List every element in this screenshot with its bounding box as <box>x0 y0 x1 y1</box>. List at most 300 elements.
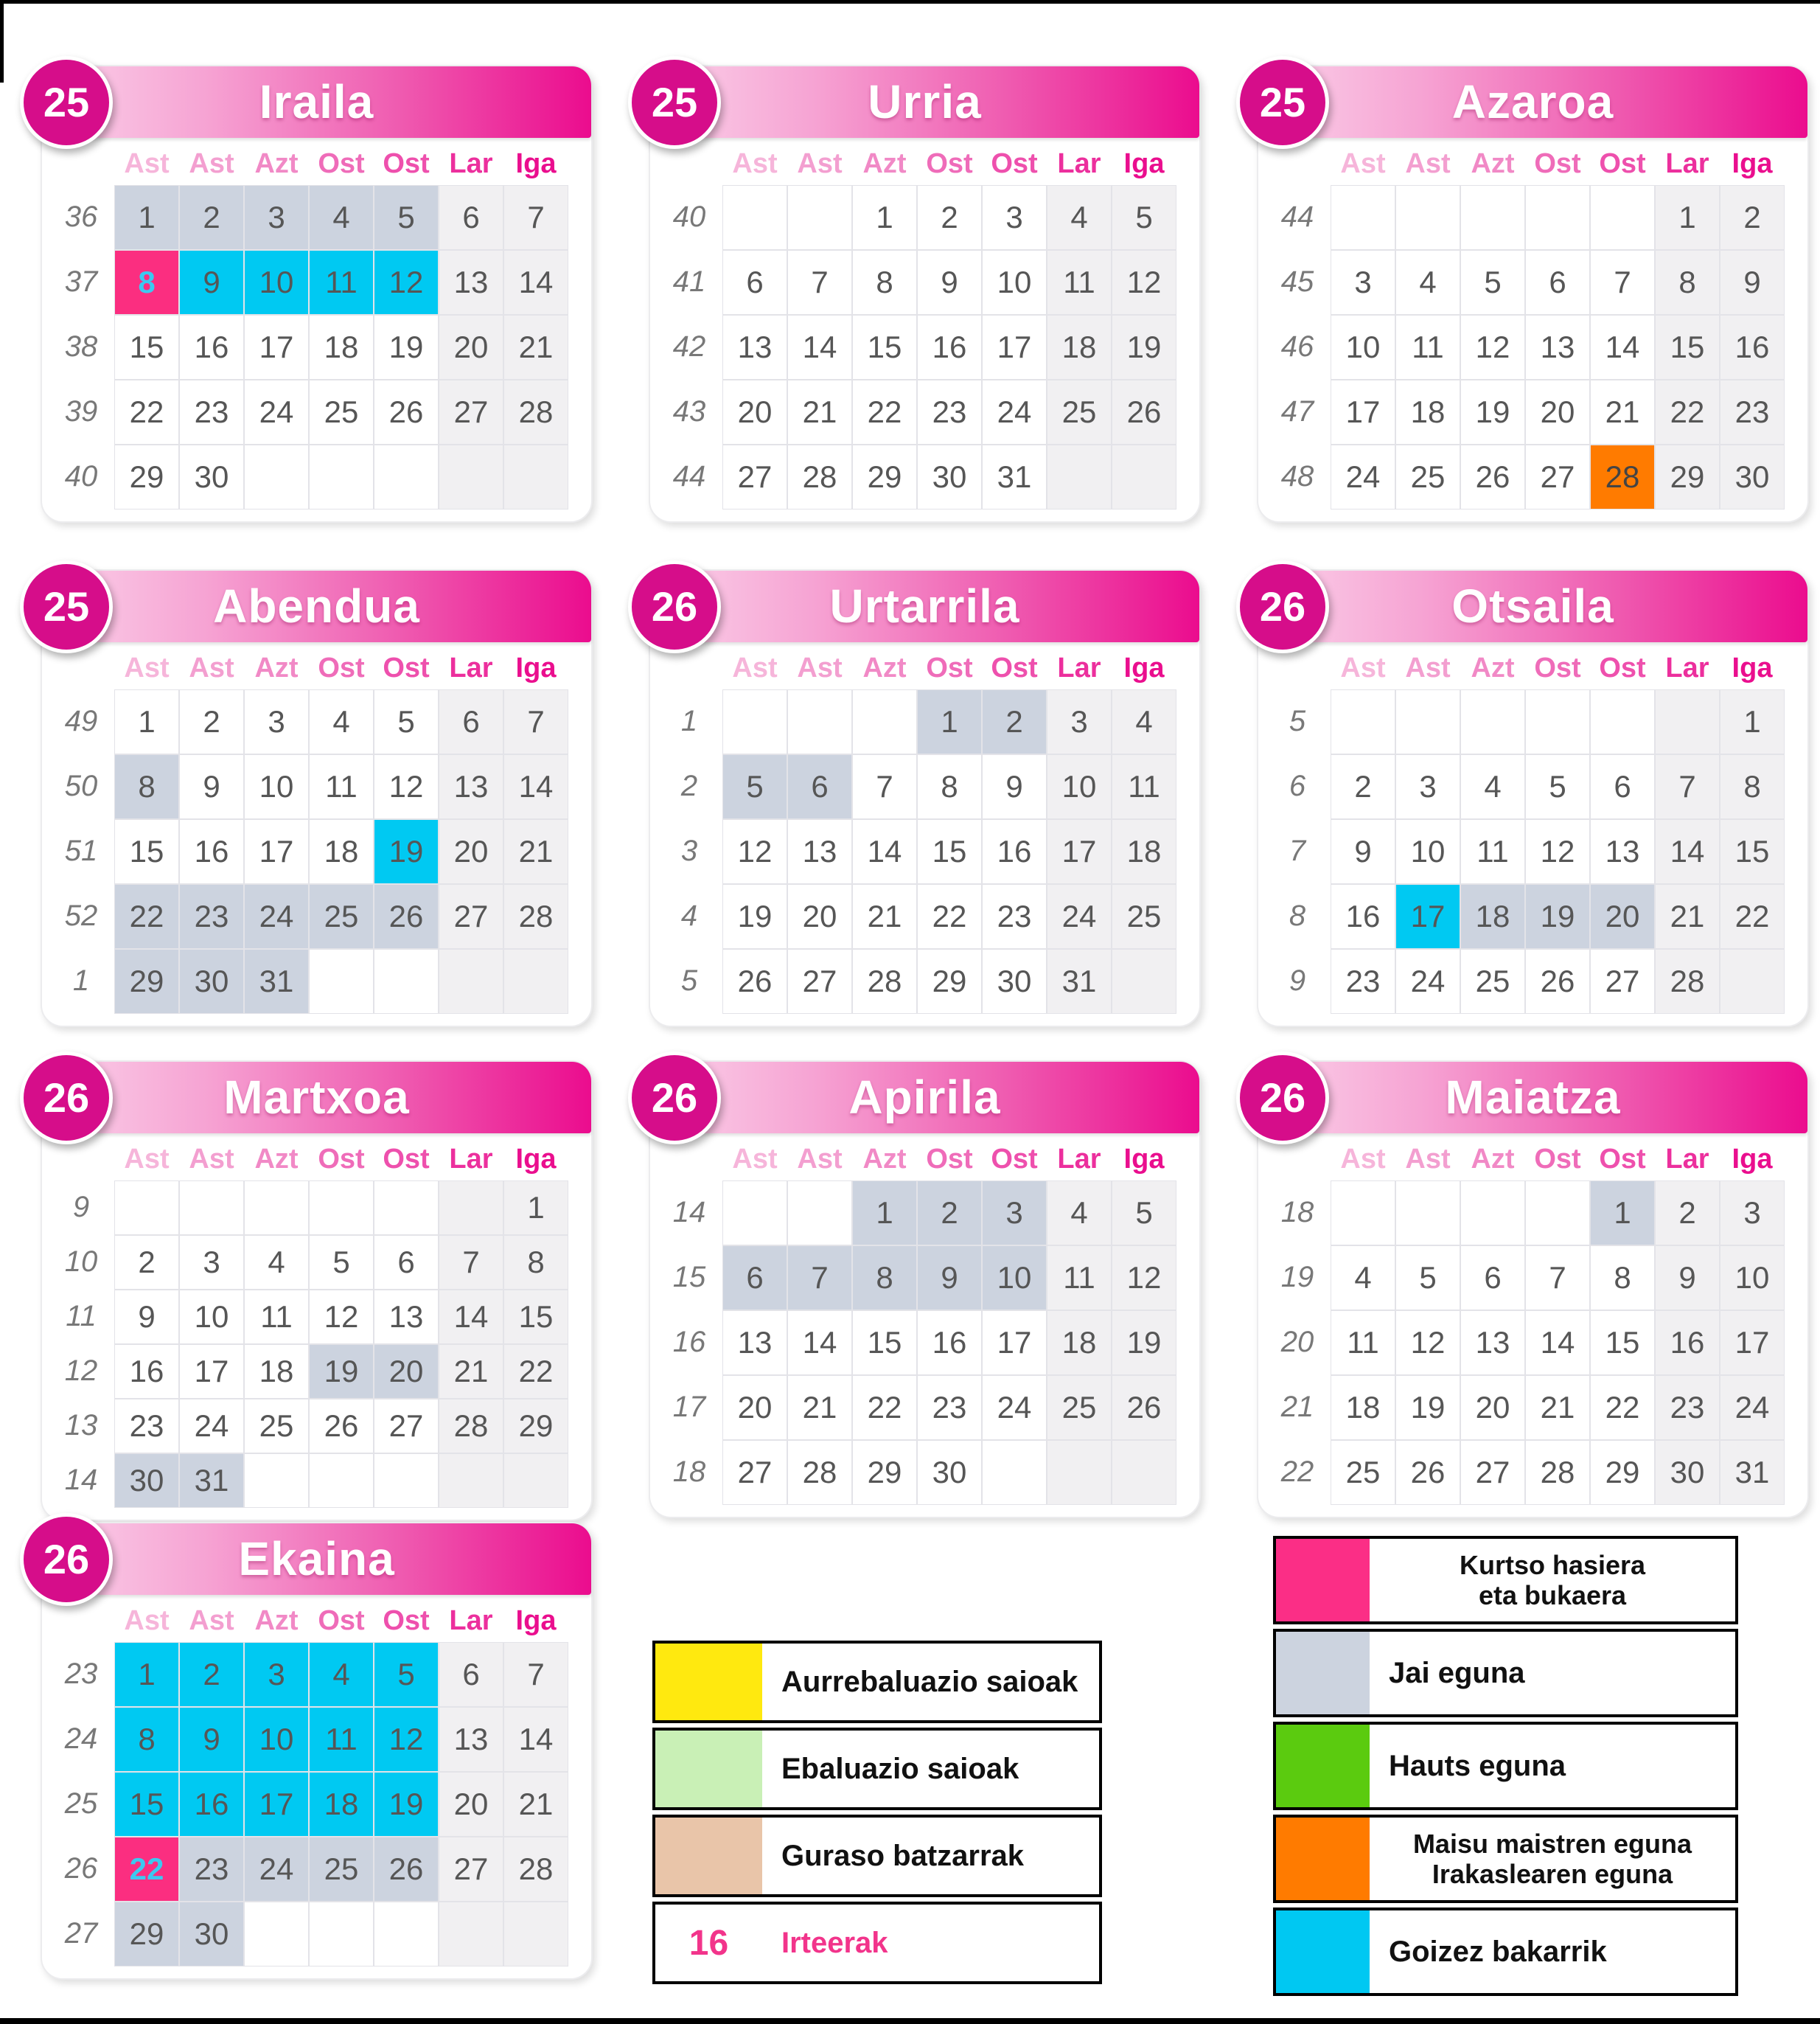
week-row <box>656 185 1199 250</box>
day-cell: 9 <box>982 754 1047 819</box>
empty-cell <box>1525 185 1590 250</box>
color-swatch <box>1276 1818 1370 1900</box>
day-header: Azt <box>862 148 907 179</box>
day-cell: 26 <box>1395 1440 1460 1505</box>
legend-item <box>1273 1629 1738 1717</box>
empty-cell <box>439 1902 503 1966</box>
day-cell: 20 <box>439 315 503 380</box>
empty-cell <box>722 185 787 250</box>
day-cell: 11 <box>1047 1245 1112 1310</box>
day-cell: 3 <box>244 185 309 250</box>
day-header: Ost <box>318 148 365 179</box>
day-cell: 3 <box>244 689 309 754</box>
day-cell: 15 <box>852 1310 917 1375</box>
legend-label-line: Irteerak <box>781 1926 888 1959</box>
day-cell: 13 <box>374 1290 439 1344</box>
day-cell: 4 <box>1460 754 1525 819</box>
day-cell: 12 <box>1395 1310 1460 1375</box>
day-header-row <box>656 142 1199 185</box>
week-number: 21 <box>1280 1391 1314 1423</box>
day-cell: 18 <box>244 1344 309 1399</box>
day-cell: 16 <box>982 819 1047 884</box>
day-cell: 1 <box>114 1642 179 1707</box>
empty-cell <box>374 1453 439 1508</box>
day-cell: 2 <box>114 1235 179 1290</box>
empty-cell <box>1655 689 1720 754</box>
day-cell: 28 <box>1655 949 1720 1014</box>
day-cell: 3 <box>1331 250 1395 315</box>
day-cell: 30 <box>179 949 244 1014</box>
day-cell: 4 <box>1331 1245 1395 1310</box>
week-number: 47 <box>1280 395 1314 428</box>
week-column-spacer <box>1264 1138 1331 1180</box>
week-row <box>48 380 591 445</box>
day-cell: 10 <box>244 1707 309 1772</box>
day-cell: 6 <box>1590 754 1655 819</box>
week-row <box>656 1310 1199 1375</box>
day-cell: 13 <box>439 754 503 819</box>
day-cell: 21 <box>503 315 568 380</box>
day-cell: 15 <box>114 1772 179 1837</box>
week-number: 24 <box>64 1722 98 1755</box>
day-cell: 7 <box>787 250 852 315</box>
week-number: 14 <box>672 1196 706 1228</box>
day-cell: 29 <box>114 445 179 510</box>
day-cell: 29 <box>114 949 179 1014</box>
day-cell: 20 <box>1460 1375 1525 1440</box>
week-row <box>656 949 1199 1014</box>
week-number: 5 <box>680 964 698 997</box>
week-row <box>48 1837 591 1902</box>
month-card-abendua <box>41 569 593 1027</box>
day-cell: 15 <box>1720 819 1785 884</box>
day-cell: 24 <box>982 1375 1047 1440</box>
month-card-urtarrila <box>649 569 1201 1027</box>
day-cell: 20 <box>1525 380 1590 445</box>
day-cell: 28 <box>787 1440 852 1505</box>
empty-cell <box>1720 949 1785 1014</box>
week-row <box>656 250 1199 315</box>
day-cell: 23 <box>179 1837 244 1902</box>
day-cell: 28 <box>1590 445 1655 510</box>
color-swatch <box>655 1644 762 1720</box>
day-header: Ost <box>1534 653 1581 684</box>
year-badge: 26 <box>20 1051 113 1144</box>
day-cell: 16 <box>1655 1310 1720 1375</box>
bottom-border-line <box>0 2018 1820 2024</box>
day-cell: 24 <box>244 380 309 445</box>
day-cell: 24 <box>1331 445 1395 510</box>
day-cell: 3 <box>1720 1180 1785 1245</box>
month-title: Azaroa <box>1451 75 1614 128</box>
day-header: Iga <box>1732 653 1773 684</box>
day-header: Azt <box>1471 148 1515 179</box>
day-cell: 18 <box>1047 1310 1112 1375</box>
day-cell: 21 <box>852 884 917 949</box>
week-row <box>1264 445 1807 510</box>
day-cell: 25 <box>1047 1375 1112 1440</box>
week-row <box>48 185 591 250</box>
day-cell: 18 <box>1395 380 1460 445</box>
week-row <box>656 1375 1199 1440</box>
week-number: 2 <box>680 770 698 802</box>
week-row <box>656 380 1199 445</box>
day-header-row <box>48 647 591 689</box>
day-cell: 26 <box>309 1399 374 1453</box>
day-header: Lar <box>1665 148 1709 179</box>
week-row <box>1264 689 1807 754</box>
day-cell: 1 <box>917 689 982 754</box>
day-cell: 24 <box>1720 1375 1785 1440</box>
day-cell: 22 <box>1655 380 1720 445</box>
day-header-row <box>1264 647 1807 689</box>
legend-label-line: eta bukaera <box>1478 1580 1627 1610</box>
day-cell: 10 <box>1047 754 1112 819</box>
week-number: 9 <box>1289 964 1306 997</box>
day-header: Ast <box>189 653 234 684</box>
empty-cell <box>1331 689 1395 754</box>
day-cell: 17 <box>982 315 1047 380</box>
day-cell: 12 <box>374 1707 439 1772</box>
day-cell: 27 <box>1590 949 1655 1014</box>
week-number: 52 <box>64 900 98 932</box>
day-cell: 26 <box>374 380 439 445</box>
day-cell: 7 <box>503 185 568 250</box>
day-cell: 8 <box>114 1707 179 1772</box>
day-header: Ast <box>1340 1144 1386 1175</box>
day-cell: 17 <box>1720 1310 1785 1375</box>
day-cell: 19 <box>374 315 439 380</box>
empty-cell <box>309 445 374 510</box>
year-badge: 26 <box>628 1051 721 1144</box>
day-cell: 3 <box>982 1180 1047 1245</box>
day-cell: 28 <box>503 884 568 949</box>
day-header: Ost <box>318 653 365 684</box>
year-badge: 25 <box>1236 56 1329 149</box>
day-cell: 10 <box>982 250 1047 315</box>
day-header: Iga <box>1123 148 1165 179</box>
week-number: 19 <box>1280 1261 1314 1293</box>
day-cell: 10 <box>179 1290 244 1344</box>
day-cell: 8 <box>1590 1245 1655 1310</box>
week-number: 25 <box>64 1787 98 1820</box>
day-header: Ost <box>991 653 1038 684</box>
day-cell: 7 <box>1525 1245 1590 1310</box>
year-badge: 26 <box>1236 1051 1329 1144</box>
week-number: 39 <box>64 395 98 428</box>
day-cell: 27 <box>722 1440 787 1505</box>
day-header: Ost <box>926 1144 973 1175</box>
week-number: 46 <box>1280 330 1314 363</box>
week-number: 37 <box>64 265 98 298</box>
day-cell: 30 <box>179 445 244 510</box>
empty-cell <box>503 1453 568 1508</box>
day-cell: 28 <box>787 445 852 510</box>
day-cell: 21 <box>787 380 852 445</box>
week-row <box>1264 819 1807 884</box>
day-cell: 16 <box>179 819 244 884</box>
day-cell: 16 <box>917 1310 982 1375</box>
day-header: Ost <box>926 148 973 179</box>
legend-label-line: Guraso batzarrak <box>781 1839 1025 1872</box>
day-header: Ast <box>124 148 170 179</box>
day-cell: 2 <box>179 1642 244 1707</box>
week-number: 10 <box>64 1245 98 1278</box>
day-cell: 17 <box>1395 884 1460 949</box>
day-cell: 23 <box>917 380 982 445</box>
day-cell: 22 <box>1590 1375 1655 1440</box>
day-cell: 17 <box>1047 819 1112 884</box>
day-header: Azt <box>254 148 299 179</box>
day-cell: 28 <box>439 1399 503 1453</box>
day-cell: 26 <box>1525 949 1590 1014</box>
day-cell: 17 <box>179 1344 244 1399</box>
day-header: Ast <box>189 1605 234 1636</box>
legend-item <box>1273 1722 1738 1810</box>
day-cell: 19 <box>374 819 439 884</box>
empty-cell <box>503 949 568 1014</box>
day-cell: 3 <box>1047 689 1112 754</box>
day-cell: 31 <box>244 949 309 1014</box>
day-cell: 15 <box>1655 315 1720 380</box>
day-cell: 20 <box>374 1344 439 1399</box>
day-header: Ost <box>383 653 430 684</box>
day-cell: 13 <box>787 819 852 884</box>
week-row <box>48 754 591 819</box>
day-cell: 14 <box>1655 819 1720 884</box>
week-number: 43 <box>672 395 706 428</box>
day-cell: 17 <box>982 1310 1047 1375</box>
top-border-line <box>0 0 1820 4</box>
day-cell: 11 <box>309 250 374 315</box>
day-cell: 6 <box>722 1245 787 1310</box>
day-header: Lar <box>449 148 493 179</box>
day-cell: 11 <box>1395 315 1460 380</box>
week-number: 12 <box>64 1354 98 1387</box>
week-row <box>48 1707 591 1772</box>
day-cell: 22 <box>114 884 179 949</box>
day-cell: 5 <box>374 185 439 250</box>
week-number: 50 <box>64 770 98 802</box>
legend-label <box>1370 1818 1735 1900</box>
day-cell: 5 <box>309 1235 374 1290</box>
day-cell: 2 <box>179 185 244 250</box>
day-cell: 2 <box>1655 1180 1720 1245</box>
day-cell: 20 <box>722 1375 787 1440</box>
day-cell: 4 <box>1112 689 1176 754</box>
day-header: Ast <box>1340 148 1386 179</box>
day-cell: 15 <box>114 819 179 884</box>
legend-item <box>652 1641 1102 1723</box>
day-cell: 24 <box>179 1399 244 1453</box>
legend-label-line: Kurtso hasiera <box>1459 1549 1646 1580</box>
day-cell: 27 <box>439 1837 503 1902</box>
color-swatch <box>1276 1725 1370 1807</box>
day-cell: 4 <box>309 185 374 250</box>
day-cell: 24 <box>244 1837 309 1902</box>
day-cell: 6 <box>374 1235 439 1290</box>
day-cell: 16 <box>179 1772 244 1837</box>
day-cell: 29 <box>852 1440 917 1505</box>
day-cell: 6 <box>439 185 503 250</box>
day-cell: 30 <box>1655 1440 1720 1505</box>
day-cell: 19 <box>374 1772 439 1837</box>
day-cell: 18 <box>1331 1375 1395 1440</box>
week-number: 40 <box>672 201 706 233</box>
day-cell: 2 <box>1331 754 1395 819</box>
day-cell: 30 <box>982 949 1047 1014</box>
day-cell: 5 <box>722 754 787 819</box>
day-header: Ost <box>383 1605 430 1636</box>
week-number: 40 <box>64 460 98 493</box>
day-header: Ast <box>1405 148 1451 179</box>
day-cell: 20 <box>439 1772 503 1837</box>
day-cell: 17 <box>1331 380 1395 445</box>
week-row <box>1264 250 1807 315</box>
day-cell: 9 <box>917 250 982 315</box>
day-header: Ast <box>124 1144 170 1175</box>
legend-label-line: Jai eguna <box>1389 1656 1525 1689</box>
month-card-urria <box>649 65 1201 523</box>
day-cell: 23 <box>179 884 244 949</box>
day-cell: 9 <box>114 1290 179 1344</box>
day-cell: 1 <box>1655 185 1720 250</box>
day-header: Iga <box>1123 1144 1165 1175</box>
day-cell: 13 <box>1525 315 1590 380</box>
empty-cell <box>982 1440 1047 1505</box>
day-cell: 19 <box>1112 1310 1176 1375</box>
legend-left <box>652 1641 1102 1984</box>
day-header: Lar <box>1057 653 1101 684</box>
month-header <box>42 1062 591 1133</box>
empty-cell <box>309 1453 374 1508</box>
day-cell: 15 <box>852 315 917 380</box>
day-cell: 14 <box>787 1310 852 1375</box>
day-cell: 13 <box>722 1310 787 1375</box>
week-number: 18 <box>1280 1196 1314 1228</box>
empty-cell <box>309 1180 374 1235</box>
day-header: Iga <box>515 653 557 684</box>
day-cell: 30 <box>1720 445 1785 510</box>
day-header: Ast <box>732 653 778 684</box>
day-header: Ost <box>926 653 973 684</box>
week-row <box>1264 1310 1807 1375</box>
empty-cell <box>852 689 917 754</box>
day-cell: 18 <box>309 1772 374 1837</box>
week-number: 38 <box>64 330 98 363</box>
day-cell: 23 <box>982 884 1047 949</box>
day-cell: 16 <box>1720 315 1785 380</box>
day-cell: 7 <box>787 1245 852 1310</box>
day-cell: 4 <box>1047 1180 1112 1245</box>
day-cell: 22 <box>114 1837 179 1902</box>
day-cell: 1 <box>114 185 179 250</box>
week-row <box>48 1772 591 1837</box>
day-cell: 14 <box>1525 1310 1590 1375</box>
day-cell: 25 <box>1047 380 1112 445</box>
week-row <box>48 1344 591 1399</box>
day-header-row <box>1264 1138 1807 1180</box>
day-header-row <box>656 1138 1199 1180</box>
day-cell: 3 <box>244 1642 309 1707</box>
day-header: Ost <box>383 148 430 179</box>
empty-cell <box>1047 445 1112 510</box>
day-header: Iga <box>515 148 557 179</box>
week-number: 1 <box>680 705 698 737</box>
day-cell: 14 <box>503 250 568 315</box>
day-cell: 28 <box>503 380 568 445</box>
day-cell: 18 <box>309 819 374 884</box>
week-number: 1 <box>72 964 90 997</box>
day-cell: 10 <box>982 1245 1047 1310</box>
day-cell: 22 <box>114 380 179 445</box>
day-cell: 11 <box>244 1290 309 1344</box>
day-cell: 1 <box>1590 1180 1655 1245</box>
color-swatch <box>1276 1910 1370 1993</box>
day-cell: 21 <box>1655 884 1720 949</box>
empty-cell <box>1460 185 1525 250</box>
month-card-apirila <box>649 1060 1201 1518</box>
week-number: 3 <box>680 835 698 867</box>
day-cell: 14 <box>1590 315 1655 380</box>
day-cell: 10 <box>244 754 309 819</box>
day-header: Ast <box>189 148 234 179</box>
day-header: Lar <box>1057 148 1101 179</box>
day-cell: 13 <box>439 1707 503 1772</box>
empty-cell <box>244 445 309 510</box>
year-badge: 26 <box>20 1513 113 1606</box>
day-cell: 23 <box>114 1399 179 1453</box>
day-cell: 4 <box>1047 185 1112 250</box>
week-column-spacer <box>1264 142 1331 185</box>
day-cell: 3 <box>179 1235 244 1290</box>
day-cell: 29 <box>917 949 982 1014</box>
empty-cell <box>1525 689 1590 754</box>
month-header <box>42 571 591 642</box>
week-row <box>656 1180 1199 1245</box>
day-cell: 31 <box>982 445 1047 510</box>
empty-cell <box>309 949 374 1014</box>
day-cell: 18 <box>1112 819 1176 884</box>
day-cell: 19 <box>1395 1375 1460 1440</box>
empty-cell <box>244 1902 309 1966</box>
week-number: 49 <box>64 705 98 737</box>
legend-label <box>1370 1725 1735 1807</box>
legend-label <box>1370 1539 1735 1621</box>
day-cell: 30 <box>917 1440 982 1505</box>
week-number: 14 <box>64 1464 98 1496</box>
day-cell: 21 <box>1590 380 1655 445</box>
day-cell: 11 <box>309 754 374 819</box>
month-header <box>42 1523 591 1595</box>
week-row <box>48 689 591 754</box>
day-cell: 28 <box>503 1837 568 1902</box>
month-title: Maiatza <box>1445 1071 1621 1124</box>
week-number: 45 <box>1280 265 1314 298</box>
day-header: Ost <box>318 1144 365 1175</box>
day-cell: 8 <box>503 1235 568 1290</box>
day-cell: 6 <box>787 754 852 819</box>
week-row <box>656 689 1199 754</box>
month-header <box>650 66 1199 138</box>
week-column-spacer <box>48 1599 114 1642</box>
day-cell: 9 <box>1331 819 1395 884</box>
day-cell: 13 <box>439 250 503 315</box>
empty-cell <box>1590 689 1655 754</box>
empty-cell <box>309 1902 374 1966</box>
month-header <box>1258 1062 1807 1133</box>
day-cell: 12 <box>309 1290 374 1344</box>
